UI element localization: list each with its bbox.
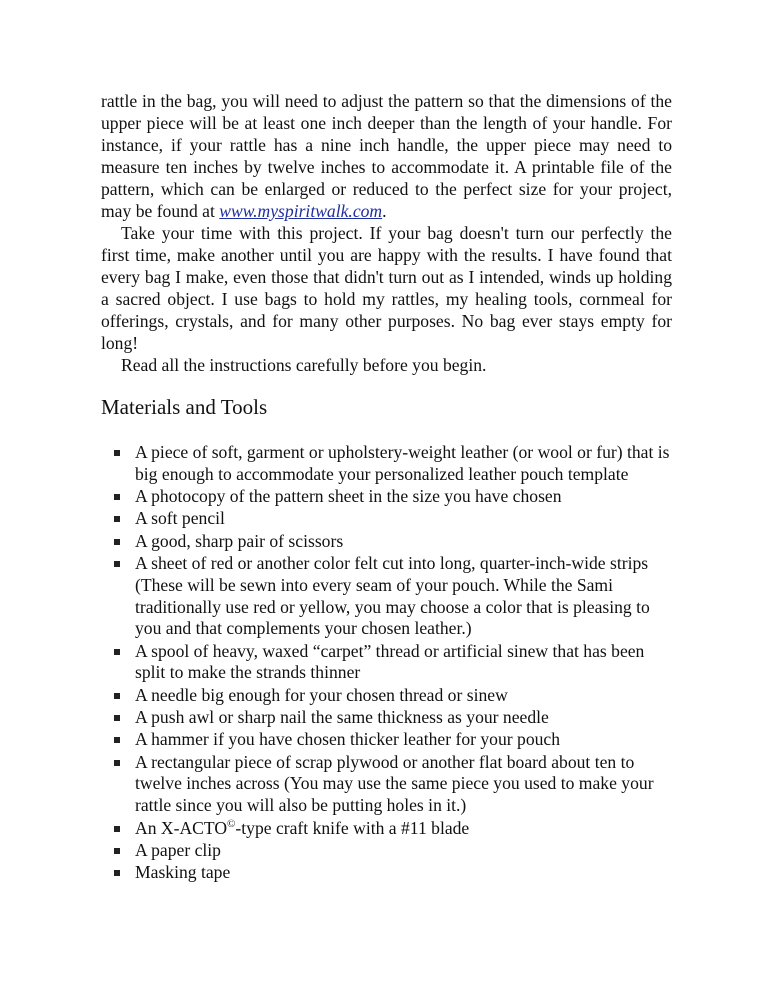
list-item: A paper clip [101, 840, 672, 862]
paragraph-take-your-time: Take your time with this project. If your bag doesn't turn our perfectly the first time, make another until you are happy with the results. I have found that every bag I make, even those that didn't turn out as I intended, winds up holding a sacred object. I use bags to hold my rattles, my healing tools, cornmeal for offerings, crystals, and for many other purposes. No bag ever stays empty for long! [101, 223, 672, 353]
copyright-mark: © [227, 817, 236, 830]
website-link[interactable]: www.myspiritwalk.com [219, 201, 383, 221]
list-item: A photocopy of the pattern sheet in the size you have chosen [101, 486, 672, 508]
list-item: A rectangular piece of scrap plywood or another flat board about ten to twelve inches across (You may use the same piece you used to make your rattle since you will also be putting holes in it.) [101, 752, 672, 817]
paragraph-end: . [382, 201, 387, 221]
paragraph-text: rattle in the bag, you will need to adjust the pattern so that the dimensions of the upper piece will be at least one inch deeper than the length of your handle. For instance, if your rattle has a nine inch handle, the upper piece may need to measure ten inches by twelve inches to accommodate it. A printable file of the pattern, which can be enlarged or reduced to the perfect size for your project, may be found at [101, 91, 672, 221]
bullet-icon [114, 693, 120, 699]
bullet-icon [114, 760, 120, 766]
bullet-icon [114, 848, 120, 854]
bullet-icon [114, 450, 120, 456]
list-item: A sheet of red or another color felt cut into long, quarter-inch-wide strips (These will be sewn into every seam of your pouch. While the Sami traditionally use red or yellow, you may choose a color that is pleasing to you and that complements your chosen leather.) [101, 553, 672, 640]
list-item: A piece of soft, garment or upholstery-weight leather (or wool or fur) that is big enough to accommodate your personalized leather pouch template [101, 442, 672, 486]
paragraph-pattern-adjustment [101, 90, 672, 222]
bullet-icon [114, 826, 120, 832]
bullet-icon [114, 649, 120, 655]
bullet-icon [114, 494, 120, 500]
section-heading-materials: Materials and Tools [101, 395, 268, 419]
bullet-icon [114, 539, 120, 545]
list-item: A push awl or sharp nail the same thickness as your needle [101, 707, 672, 729]
list-item: A needle big enough for your chosen thread or sinew [101, 685, 672, 707]
list-item: A good, sharp pair of scissors [101, 531, 672, 553]
materials-list [101, 442, 672, 884]
list-item: Masking tape [101, 862, 672, 884]
bullet-icon [114, 516, 120, 522]
bullet-icon [114, 715, 120, 721]
paragraph-read-instructions: Read all the instructions carefully before you begin. [121, 355, 487, 375]
page-content [101, 90, 672, 884]
bullet-icon [114, 561, 120, 567]
list-item: A hammer if you have chosen thicker leather for your pouch [101, 729, 672, 751]
list-item: A spool of heavy, waxed “carpet” thread or artificial sinew that has been split to make the strands thinner [101, 641, 672, 685]
bullet-icon [114, 737, 120, 743]
bullet-icon [114, 870, 120, 876]
list-item: An X-ACTO©-type craft knife with a #11 blade [101, 818, 672, 840]
list-item: A soft pencil [101, 508, 672, 530]
